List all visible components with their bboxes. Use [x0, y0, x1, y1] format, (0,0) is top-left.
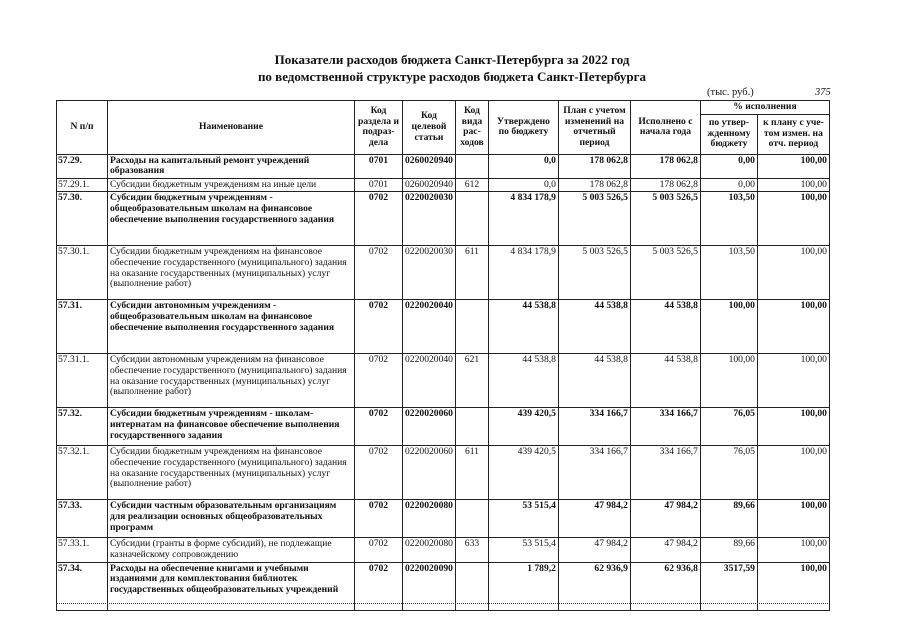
cell-executed: 47 984,2: [630, 500, 700, 538]
header-num: N п/п: [57, 101, 108, 155]
cell-plan: 334 166,7: [558, 408, 630, 446]
table-row: [57, 408, 830, 446]
header-approved: Утверждено по бюджету: [488, 101, 558, 155]
cell-pct-plan: 100,00: [757, 300, 829, 354]
cell-num: 57.33.: [57, 500, 108, 538]
table-row: [57, 246, 830, 300]
cell-section: 0702: [355, 300, 403, 354]
header-target-code: Код целевой статьи: [403, 101, 456, 155]
cell-section: 0702: [355, 192, 403, 246]
cell-plan: 178 062,8: [558, 154, 630, 178]
cell-section: 0702: [355, 246, 403, 300]
cell-name: Субсидии бюджетным учреждениям на иные цели: [108, 178, 355, 192]
cell-kind: [455, 408, 488, 446]
units-label: (тыс. руб.): [707, 87, 754, 98]
cell-executed: 5 003 526,5: [630, 246, 700, 300]
cell-approved: 53 515,4: [488, 500, 558, 538]
cell-name: Субсидии автономным учреждениям на финансовое обеспечение государственного (муниципального) задания на оказание государственных (муниципальных) услуг (выполнение работ): [108, 354, 355, 408]
cell-pct-plan: 100,00: [757, 500, 829, 538]
header-section-code: Код раздела и подраз-дела: [355, 101, 403, 155]
cell-num: 57.30.1.: [57, 246, 108, 300]
cell-approved: 439 420,5: [488, 446, 558, 500]
table-bottom-edge: [56, 603, 828, 605]
cell-num: 57.29.: [57, 154, 108, 178]
cell-executed: 62 936,8: [630, 562, 700, 610]
table-row: [57, 538, 830, 562]
cell-pct-plan: 100,00: [757, 408, 829, 446]
cell-target: 0220020060: [403, 408, 456, 446]
cell-approved: 44 538,8: [488, 354, 558, 408]
table-row: [57, 446, 830, 500]
cell-section: 0702: [355, 562, 403, 610]
table-row: [57, 192, 830, 246]
cell-plan: 178 062,8: [558, 178, 630, 192]
header-executed: Исполнено с начала года: [630, 101, 700, 155]
cell-pct-budget: 89,66: [700, 500, 757, 538]
cell-target: 0220020030: [403, 246, 456, 300]
cell-pct-plan: 100,00: [757, 562, 829, 610]
cell-plan: 44 538,8: [558, 300, 630, 354]
table-row: [57, 300, 830, 354]
header-pct-budget: по утвер-жденному бюджету: [700, 114, 757, 154]
table-row: [57, 354, 830, 408]
cell-approved: 0,0: [488, 154, 558, 178]
cell-pct-budget: 0,00: [700, 154, 757, 178]
cell-approved: 4 834 178,9: [488, 192, 558, 246]
cell-pct-budget: 76,05: [700, 446, 757, 500]
cell-section: 0702: [355, 408, 403, 446]
cell-kind: 611: [455, 446, 488, 500]
cell-plan: 47 984,2: [558, 500, 630, 538]
cell-approved: 1 789,2: [488, 562, 558, 610]
document-title-line1: Показатели расходов бюджета Санкт-Петербурга за 2022 год: [274, 52, 630, 67]
cell-pct-budget: 76,05: [700, 408, 757, 446]
cell-num: 57.29.1.: [57, 178, 108, 192]
cell-target: 0220020040: [403, 354, 456, 408]
header-plan: План с учетом изменений на отчетный период: [558, 101, 630, 155]
cell-kind: 621: [455, 354, 488, 408]
cell-executed: 178 062,8: [630, 178, 700, 192]
cell-kind: 611: [455, 246, 488, 300]
cell-executed: 334 166,7: [630, 408, 700, 446]
cell-target: 0220020090: [403, 562, 456, 610]
cell-name: Субсидии бюджетным учреждениям - школам-интернатам на финансовое обеспечение выполнения государственного задания: [108, 408, 355, 446]
cell-pct-budget: 89,66: [700, 538, 757, 562]
cell-pct-budget: 0,00: [700, 178, 757, 192]
cell-pct-plan: 100,00: [757, 154, 829, 178]
cell-approved: 4 834 178,9: [488, 246, 558, 300]
header-kind-code: Код вида рас-ходов: [455, 101, 488, 155]
cell-plan: 47 984,2: [558, 538, 630, 562]
cell-num: 57.31.1.: [57, 354, 108, 408]
cell-executed: 5 003 526,5: [630, 192, 700, 246]
cell-section: 0701: [355, 154, 403, 178]
cell-approved: 44 538,8: [488, 300, 558, 354]
cell-plan: 62 936,9: [558, 562, 630, 610]
cell-num: 57.30.: [57, 192, 108, 246]
expenditure-table: [56, 100, 830, 611]
cell-num: 57.33.1.: [57, 538, 108, 562]
cell-plan: 44 538,8: [558, 354, 630, 408]
cell-num: 57.34.: [57, 562, 108, 610]
cell-section: 0702: [355, 446, 403, 500]
cell-target: 0220020080: [403, 500, 456, 538]
cell-section: 0701: [355, 178, 403, 192]
cell-approved: 53 515,4: [488, 538, 558, 562]
cell-pct-plan: 100,00: [757, 246, 829, 300]
cell-executed: 44 538,8: [630, 300, 700, 354]
cell-name: Расходы на обеспечение книгами и учебными изданиями для комплектования библиотек государственных общеобразовательных учреждений: [108, 562, 355, 610]
cell-section: 0702: [355, 354, 403, 408]
cell-name: Субсидии автономным учреждениям - общеобразовательным школам на финансовое обеспечение выполнения государственного задания: [108, 300, 355, 354]
cell-target: 0220020030: [403, 192, 456, 246]
cell-kind: [455, 192, 488, 246]
cell-target: 0260020940: [403, 178, 456, 192]
cell-name: Расходы на капитальный ремонт учреждений образования: [108, 154, 355, 178]
cell-name: Субсидии бюджетным учреждениям на финансовое обеспечение государственного (муниципального) задания на оказание государственных (муниципальных) услуг (выполнение работ): [108, 246, 355, 300]
cell-approved: 439 420,5: [488, 408, 558, 446]
cell-name: Субсидии бюджетным учреждениям на финансовое обеспечение государственного (муниципального) задания на оказание государственных (муниципальных) услуг (выполнение работ): [108, 446, 355, 500]
cell-pct-budget: 100,00: [700, 354, 757, 408]
table-body: [57, 154, 830, 610]
cell-section: 0702: [355, 538, 403, 562]
cell-target: 0220020040: [403, 300, 456, 354]
cell-approved: 0,0: [488, 178, 558, 192]
page-number: 375: [815, 87, 831, 98]
cell-pct-plan: 100,00: [757, 192, 829, 246]
table-row: [57, 178, 830, 192]
document-title-line2: по ведомственной структуре расходов бюджета Санкт-Петербурга: [257, 69, 647, 84]
cell-executed: 47 984,2: [630, 538, 700, 562]
header-name: Наименование: [108, 101, 355, 155]
cell-kind: [455, 154, 488, 178]
cell-pct-plan: 100,00: [757, 538, 829, 562]
header-pct-plan: к плану с уче-том измен. на отч. период: [757, 114, 829, 154]
cell-pct-budget: 100,00: [700, 300, 757, 354]
cell-kind: 612: [455, 178, 488, 192]
cell-num: 57.32.: [57, 408, 108, 446]
cell-num: 57.32.1.: [57, 446, 108, 500]
cell-pct-budget: 3517,59: [700, 562, 757, 610]
cell-name: Субсидии бюджетным учреждениям - общеобразовательным школам на финансовое обеспечение выполнения государственного задания: [108, 192, 355, 246]
cell-kind: [455, 300, 488, 354]
cell-target: 0220020060: [403, 446, 456, 500]
cell-kind: 633: [455, 538, 488, 562]
cell-target: 0220020080: [403, 538, 456, 562]
table-row: [57, 500, 830, 538]
cell-pct-budget: 103,50: [700, 192, 757, 246]
cell-pct-budget: 103,50: [700, 246, 757, 300]
cell-target: 0260020940: [403, 154, 456, 178]
cell-num: 57.31.: [57, 300, 108, 354]
table-row: [57, 154, 830, 178]
cell-section: 0702: [355, 500, 403, 538]
header-pct-group: % исполнения: [700, 101, 829, 115]
cell-executed: 44 538,8: [630, 354, 700, 408]
cell-executed: 178 062,8: [630, 154, 700, 178]
cell-name: Субсидии (гранты в форме субсидий), не подлежащие казначейскому сопровождению: [108, 538, 355, 562]
cell-plan: 5 003 526,5: [558, 192, 630, 246]
cell-plan: 5 003 526,5: [558, 246, 630, 300]
cell-pct-plan: 100,00: [757, 446, 829, 500]
cell-pct-plan: 100,00: [757, 178, 829, 192]
cell-pct-plan: 100,00: [757, 354, 829, 408]
cell-kind: [455, 500, 488, 538]
cell-plan: 334 166,7: [558, 446, 630, 500]
cell-name: Субсидии частным образовательным организациям для реализации основных общеобразовательных программ: [108, 500, 355, 538]
cell-executed: 334 166,7: [630, 446, 700, 500]
